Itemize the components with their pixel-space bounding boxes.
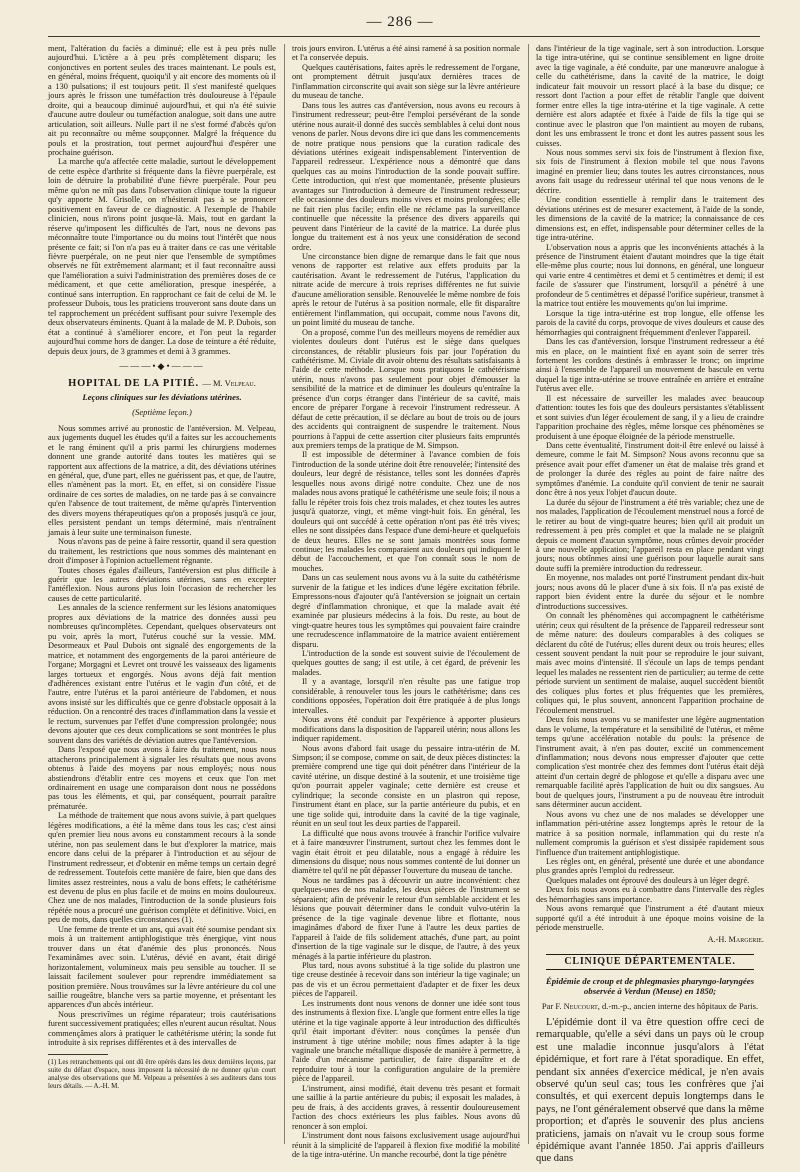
paragraph: On connaît les phénomènes qui accompagnent le cathétérisme utérin; ceux qui résultent de la présence de l'appareil redresseur sont de même nature: des douleurs comparables à des coliques se déclarent du côté de l'utérus; elles durent deux ou trois heures; elles cessent souvent pendant la nuit pour se reproduire le jour suivant, mais avec moins d'intensité. Il s'écoule un laps de temps pendant lequel les malades ne ressentent rien de particulier; au terme de cette période survient un sentiment de malaise, auquel succèdent bientôt des coliques plus fortes et plus fréquentes que les premières, coliques qui, le plus souvent, annoncent l'apparition prochaine de l'écoulement menstruel. bbox=[536, 611, 764, 715]
paragraph: Nous prescrivîmes un régime réparateur; trois cautérisations furent successivement pratiquées; elles n'eurent aucun résultat. Nous commençâmes alors à pratiquer le cathétérisme utérin; la sonde fut introduite à six reprises différentes et à des intervalles de bbox=[48, 1009, 276, 1048]
header-rule bbox=[48, 36, 760, 37]
paragraph: Les instruments dont nous venons de donner une idée sont tous des instruments à flexion fixe. L'angle que forment entre elles la tige utérine et la tige vaginale apporte à leur introduction des difficultés qu'il était important d'éviter: nous conçûmes la pensée d'un instrument à tige utérine mobile; nous fîmes adapter à la tige vaginale une branche métallique disposée de manière à permettre, à l'aide d'un mécanisme particulier, de faire disparaître et de reproduire tour à tour la configuration angulaire de la première pièce de l'appareil. bbox=[292, 998, 520, 1084]
paragraph: Deux fois nous avons vu se manifester une légère augmentation dans le volume, la température et la sensibilité de l'utérus, et même temps qu'une accélération notable du pouls: la présence de l'instrument avait, à n'en pas douter, excité un commencement d'inflammation; nous devons nous empresser d'ajouter que cette complication s'est montrée chez des femmes dont l'utérus était déjà atteint d'un certain degré de phlogose et qu'elle a disparu avec une remarquable facilité après l'application de huit ou dix sangsues. Au bout de quelques jours, l'instrument a pu de nouveau être introduit sans déterminer aucun accident. bbox=[536, 715, 764, 810]
paragraph: Deux fois nous avons eu à combattre dans l'intervalle des règles des hémorrhagies sans importance. bbox=[536, 885, 764, 904]
paragraph: En moyenne, nos malades ont porté l'instrument pendant dix-huit jours; nous avons dû le placer d'une à six fois. Il n'a pas existé de rapport bien évident entre la durée du séjour et le nombre d'introductions successives. bbox=[536, 573, 764, 611]
paragraph: Dans tous les autres cas d'antéversion, nous avons eu recours à l'instrument redresseur; peut-être l'emploi persévérant de la sonde utérine nous aurait-il donné des succès semblables à celui dont nous venons de parler. Nous devons dire ici que dans les commencements de notre pratique nous pensions que la curation radicale des déviations utérines exigeait indispensablement l'intervention de l'appareil redresseur. L'expérience nous a démontré que dans quelques cas au moins l'introduction de la sonde pouvait suffire. Cette introduction, qui n'est que momentanée, présente plusieurs avantages sur l'introduction à demeure de l'instrument redresseur; elle occasionne des douleurs moins vives et moins prolongées; elle ne fait rien plus facile; enfin elle ne réclame pas la surveillance continuelle que nécessite la présence des divers appareils qui peuvent dans l'intérieur de la cavité de la matrice. La durée plus longue du traitement est à nos yeux une considération de second ordre. bbox=[292, 100, 520, 252]
page-number: — 286 — bbox=[366, 14, 434, 30]
paragraph: Nous sommes arrivé au pronostic de l'antéversion. M. Velpeau, aux jugements duquel les études qu'il a faites sur les accouchements et le rang éminent qu'il a pris parmi les chirurgiens modernes donnent une grande autorité dans toutes les matières qui se rapportent aux affections de la matrice, a dit, des déviations utérines en général, que, d'une part, elles ne guérissent pas, et que, de l'autre, elles n'amènent pas la mort. Et, en effet, si on considère l'issue ordinaire de ces sortes de maladies, on ne tarde pas à se convaincre qu'en l'absence de tout traitement, de même qu'après l'intervention des divers moyens thérapeutiques qu'on a proposés jusqu'à ce jour, elles persistent pendant un temps déterminé, mais n'entraînent jamais à leur suite une terminaison funeste. bbox=[48, 423, 276, 537]
paragraph: Plus tard, nous avons substitué à la tige solide du plastron une tige creuse destinée à recevoir dans son intérieur la tige vaginale; un pas de vis et un écrou permettaient d'adapter et de fixer les deux pièces de l'appareil. bbox=[292, 960, 520, 999]
footnote-rule bbox=[48, 1054, 108, 1055]
paragraph: On a proposé, comme l'un des meilleurs moyens de remédier aux violentes douleurs dont l'utérus est le siège dans quelques circonstances, de rétablir plusieurs fois par jour l'opération du cathétérisme. M. Civiale dit avoir obtenu des résultats satisfaisants à l'aide de cette méthode. Lorsque nous pratiquons le cathétérisme utérin, nous n'avons pas seulement pour objet d'émousser la sensibilité de la matrice et de diminuer les douleurs qu'entraîne la présence d'un corps étranger dans l'intérieur de sa cavité, mais encore de préparer l'organe à recevoir l'instrument redresseur. A défaut de cette précaution, il se déclare au bout de trois ou de jours des accidents qui contraignent de suspendre le traitement. Nous pourrions à l'appui de cette assertion citer plusieurs faits empruntés aux premiers temps de la pratique de M. Simpson. bbox=[292, 327, 520, 451]
paragraph: Une femme de trente et un ans, qui avait été soumise pendant six mois à un traitement antiphlogistique très énergique, vint nous trouver dans un état d'anémie des plus prononcés. Nous l'examinâmes avec soin. L'utérus, dévié en avant, était dirigé horizontalement, volumineux mais peu sensible au toucher. Il se laissait facilement soulever pour reprendre immédiatement sa position première. Nous trouvâmes sur la lèvre antérieure du col une saillie rougeâtre, blanche vers sa partie moyenne, et présentant les apparences d'un abcès intérieur. bbox=[48, 924, 276, 1010]
paragraph: Nous nous sommes servi six fois de l'instrument à flexion fixe, six fois de l'instrument à flexion mobile tel que nous l'avons imaginé en premier lieu; dans toutes les autres circonstances, nous avons fait usage du redresseur utérinal tel que nous venons de le décrire. bbox=[536, 147, 764, 195]
paragraph: La difficulté que nous avons trouvée à franchir l'orifice vulvaire et à faire manœuvrer l'instrument, surtout chez les femmes dont le vagin était étroit et peu dilatable, nous a engagé à réduire les dimensions du disque; nous nous sommes contenté de lui donner un diamètre tel qu'il ne pût dépasser l'ouverture du museau de tanche. bbox=[292, 828, 520, 876]
paragraph: Une condition essentielle à remplir dans le traitement des déviations utérines est de mesurer exactement, à l'aide de la sonde, les dimensions de la cavité de la matrice; la connaissance de ces dimensions est, en effet, indispensable pour déterminer celles de la tige intra-utérine. bbox=[536, 195, 764, 243]
column-divider bbox=[528, 44, 529, 1144]
section-title-text: HOPITAL DE LA PITIÉ. bbox=[68, 378, 199, 390]
paragraph: L'introduction de la sonde est souvent suivie de l'écoulement de quelques gouttes de sang; il est utile, à cet égard, de prévenir les malades. bbox=[292, 649, 520, 677]
paragraph: ment, l'altération du faciès a diminué; elle est à peu près nulle aujourd'hui. L'ictère a à peu près complètement disparu; les conjonctives en portent seules des traces maintenant. Le pouls est, en général, moins fréquent, quoiqu'il y ait encore des moments où il a 130 pulsations; il est toujours petit. Il s'est manifesté quelques jours après le frisson une tuméfaction très douloureuse à l'épaule droite, qui a beaucoup diminué aujourd'hui, et qui n'a été suivie d'aucune autre douleur ou tuméfaction analogue, soit dans une autre articulation, soit ailleurs. Nulle part il ne s'est formé d'abcès qu'on ait pu reconnaître ou même soupçonner. Malgré la fréquence du pouls et la prostration, tout permet aujourd'hui d'espérer une prochaine guérison. bbox=[48, 44, 276, 157]
paragraph: Les annales de la science renferment sur les lésions anatomiques propres aux déviations de la matrice des données aussi peu nombreuses qu'incomplètes. Cependant, quelques observateurs ont pu voir, après la mort, l'utérus couché sur la vessie. MM. Desormeaux et Paul Dubois ont signalé des engorgements de la matrice, et notamment des engorgements de la paroi antérieure de l'organe; Morgagni et Levret ont trouvé les vaisseaux des ligaments larges tortueux et engorgés. Nous avons déjà fait mention d'adhérences existant entre l'utérus et le vagin d'un côté, et de l'autre, entre l'utérus et la paroi antérieure de l'abdomen, et nous avons insisté sur les difficultés que ce genre d'obstacle opposait à la réduction. On a rencontré des traces d'inflammation dans la vessie et le rectum, survenues par l'effet d'une compression prolongée; nous devons ajouter que ces deux complications se sont montrées le plus souvent dans des variétés de déviation autres que l'antéversion. bbox=[48, 603, 276, 745]
paragraph: Il y a avantage, lorsqu'il n'en résulte pas une fatigue trop considérable, à renouveler tous les jours le cathétérisme; dans ces conditions opposées, l'opération doit être pratiquée à de plus longs intervalles. bbox=[292, 677, 520, 715]
section-title: CLINIQUE DÉPARTEMENTALE. bbox=[546, 954, 754, 969]
paragraph: Nous avons remarqué que l'instrument a été d'autant mieux supporté qu'il a été introduit à une époque moins voisine de la période menstruelle. bbox=[536, 904, 764, 933]
paragraph: L'instrument, ainsi modifié, était devenu très pesant et formait une saillie à la partie antérieure du pubis; il exposait les malades, à peu de frais, à des accidents graves, à ressentir douloureusement l'action des chocs extérieurs les plus faibles. Nous avons dû renoncer à son emploi. bbox=[292, 1083, 520, 1131]
ornament-divider: ———•◆•——— bbox=[119, 360, 205, 371]
paragraph: La marche qu'a affectée cette maladie, surtout le développement de cette espèce d'arthrite si fréquente dans la fièvre puerpérale, est loin de détruire la probabilité d'une fièvre puerpérale. Pour peu même qu'on ne mît pas dans l'observation clinique toute la rigueur qu'y apporte M. Grisolle, on n'hésiterait pas à se prononcer positivement en faveur de ce diagnostic. A l'exemple de l'habile clinicien, nous n'irons point jusque-là. Mais, tout en gardant la réserve qu'imposent les difficultés de l'art, nous ne devons pas méconnaître toute l'importance ou du moins tout l'intérêt que nous présente ce fait; si l'on n'a pas eu à traiter dans ce cas une véritable fièvre puerpérale, on ne peut nier que l'ensemble de symptômes observés ne fût extrêmement alarmant; et il faut reconnaître aussi que l'amélioration a suivi l'administration des premières doses de ce médicament, et que cette amélioration, presque inespérée, a continué sans interruption. En rapprochant ce fait de celui de M. le professeur Dubois, tous les praticiens trouveront sans doute dans un tel rapprochement un précédent suffisant pour suivre l'exemple des deux observateurs éminents. Quant à la malade de M. P. Dubois, son état a continué à s'améliorer encore, et l'on peut la regarder aujourd'hui comme hors de danger. La dose de teinture a été réduite, depuis deux jours, de 3 grammes et demi à 3 grammes. bbox=[48, 157, 276, 356]
paragraph: Les règles ont, en général, présenté une durée et une abondance plus grandes après l'emploi du redresseur. bbox=[536, 856, 764, 876]
paragraph: La méthode de traitement que nous avons suivie, à part quelques légères modifications, a été la même dans tous les cas; c'est ainsi qu'en premier lieu nous avons eu constamment recours à la sonde utérine, non pas seulement dans le but d'explorer la matrice, mais encore dans celui de la préparer à l'introduction et au séjour de l'instrument redresseur, et d'obtenir en même temps un certain degré de redressement. Toutefois cette manière de faire, bien que dans des limites assez restreintes, nous a valu de bons effets; le cathétérisme est devenu de plus en plus facile et de moins en moins douloureux. Chez une de nos malades, l'introduction de la sonde plusieurs fois répétée nous a procuré une guérison complète et définitive. Voici, en peu de mots, dans quelles circonstances (1). bbox=[48, 811, 276, 925]
paragraph: L'instrument dont nous faisons exclusivement usage aujourd'hui réunit à la simplicité de l'appareil à flexion fixe modifié la mobilité de la tige intra-utérine. Un manche recourbé, dont la tige pénètre bbox=[292, 1131, 520, 1160]
section-author: — M. Velpeau. bbox=[202, 378, 256, 389]
paragraph: Dans l'exposé que nous avons à faire du traitement, nous nous attacherons principalement à signaler les résultats que nous avons obtenus à l'aide des moyens par nous employés; nous nous abstiendrons d'établir entre ces moyens et ceux que l'on met ordinairement en usage une comparaison dont nous ne possédons pas tous les éléments, et qui, par conséquent, pourrait paraître prématurée. bbox=[48, 745, 276, 811]
column-1 bbox=[48, 44, 276, 1144]
column-2 bbox=[292, 44, 520, 1160]
column-divider bbox=[284, 44, 285, 1144]
article-signature: A.-H. Margerie. bbox=[707, 934, 764, 944]
paragraph: Nous ne tardâmes pas à découvrir un autre inconvénient: chez quelques-unes de nos malades, les deux pièces de l'instrument se séparaient; afin de prévenir le retour d'un semblable accident et les lésions que pouvait déterminer dans le conduit vulvo-utérin la présence de la tige vaginale devenue libre et flottante, nous imaginâmes d'abord de fixer l'une à l'autre les deux parties de l'appareil à l'aide de fils solidement attachés, d'une part, au point d'insertion de la tige vaginale sur le disque, de l'autre, à des yeux ménagés à la partie inférieure du plastron. bbox=[292, 875, 520, 961]
paragraph: Il est nécessaire de surveiller les malades avec beaucoup d'attention: toutes les fois que des douleurs persistantes s'établissent et sont suivies d'un léger écoulement de sang, il y a lieu de craindre l'apparition prochaine des règles, même lorsque ces phénomènes se produisent à une époque éloignée de la période menstruelle. bbox=[536, 393, 764, 441]
paragraph: dans l'intérieur de la tige vaginale, sert à son introduction. Lorsque la tige intra-utérine, qui se continue sensiblement en ligne droite avec la tige vaginale, a été conduite, par une manœuvre analogue à celle du cathétérisme, dans la cavité de la matrice, le doigt indicateur fait mouvoir un ressort placé à la base du disque; ce ressort dont l'action a pour effet de rétablir l'angle que doivent former entre elles la tige intra-utérine et la tige vaginale. A cette dernière est alors adaptée et fixée à l'aide de fils la tige qui se continue avec le plastron que l'on maintient au moyen de rubans, dont les uns embrassent le tronc et dont les autres passent sous les cuisses. bbox=[536, 44, 764, 148]
paragraph: Quelques cautérisations, faites après le redressement de l'organe, ont promptement détruit jusqu'aux dernières traces de l'inflammation circonscrite qui avait son siège sur la lèvre antérieure du museau de tanche. bbox=[292, 62, 520, 101]
byline-name: Neucourt bbox=[563, 1000, 598, 1011]
article-subtitle: Leçons cliniques sur les déviations utérines. bbox=[82, 391, 242, 402]
lesson-label: (Septième leçon.) bbox=[132, 407, 192, 418]
paragraph: Nous avons vu chez une de nos malades se développer une inflammation péri-utérine assez longtemps après le retour de la matrice à sa position normale, inflammation qui du reste n'a nullement compromis la guérison et s'est dissipée rapidement sous l'influence d'un traitement antiphlogistique. bbox=[536, 809, 764, 857]
byline bbox=[536, 1002, 764, 1011]
paragraph: Nous avons d'abord fait usage du pessaire intra-utérin de M. Simpson; il se compose, comme on sait, de deux pièces distinctes: la première comprend une tige qui doit pénétrer dans l'intérieur de la cavité utérine, un disque destiné à la soutenir, et une troisième tige qu'on pourrait appeler vaginale; cette dernière est creuse et cylindrique; la seconde consiste en un plastron qui repose, l'instrument étant en place, sur la partie antérieure du pubis, et en une tige solide qui, introduite dans la cavité de la tige vaginale, réunit en un seul tout les deux parties de l'appareil. bbox=[292, 743, 520, 829]
paragraph: Nous n'avons pas de peine à faire ressortir, quand il sera question du traitement, les restrictions que nous sommes dès maintenant en droit d'imposer à l'opinion actuellement régnante. bbox=[48, 537, 276, 566]
paragraph: L'épidémie dont il va être question offre ceci de remarquable, qu'elle a sévi dans un pays où le croup est une maladie inconnue jusqu'alors à l'état épidémique, et fort rare à l'état sporadique. En effet, pendant six années d'exercice médical, je n'en avais observé qu'un seul cas; tous les confrères que j'ai consultés, et qui exercent depuis longtemps dans le pays, ne l'ont généralement observé que dans la même proportion; et d'après le souvenir des plus anciens praticiens, jamais on n'avait vu le croup sous forme épidémique avant l'année 1850. J'ai appris d'ailleurs que dans bbox=[536, 1016, 764, 1165]
paragraph: Toutes choses égales d'ailleurs, l'antéversion est plus difficile à guérir que les autres déviations utérines, sans en excepter l'antéflexion. Nous aurons plus loin l'occasion de rechercher les causes de cette particularité. bbox=[48, 565, 276, 603]
section-title bbox=[48, 379, 276, 388]
paragraph: La durée du séjour de l'instrument a été très variable; chez une de nos malades, l'application de l'écoulement menstruel nous a forcé de le retirer au bout de vingt-quatre heures; bien qu'il ait produit un redressement à peu près complet et que la malade ne se plaignît depuis ce moment d'aucun symptôme, nous crûmes devoir procéder à une nouvelle application; l'appareil resta en place pendant vingt jours; nous obtînmes ainsi une guérison pour laquelle aurait sans doute suffi la première introduction du redresseur. bbox=[536, 497, 764, 573]
footnote: (1) Les retranchements qui ont dû être opérés dans les deux dernières leçons, par suite du défaut d'espace, nous imposent la nécessité de ne donner qu'un court analyse des observations que M. Velpeau a présentées à ses auditeurs dans tous leurs détails. — A.-H. M. bbox=[48, 1057, 276, 1090]
article-title: Épidémie de croup et de phlegmasies pharyngo-laryngées observée à Verdun (Meuse) en 1850; bbox=[545, 975, 755, 996]
byline-prefix: Par F. bbox=[541, 1000, 562, 1011]
paragraph: Quelques malades ont éprouvé des douleurs à un léger degré. bbox=[546, 875, 750, 885]
paragraph: L'observation nous a appris que les inconvénients attachés à la présence de l'instrument étaient d'autant moindres que la tige était elle-même plus courte; nous lui donnons, en général, une longueur qui varie entre 4 centimètres et demi et 5 centimètres et demi; il est facile de s'assurer que l'instrument, lorsqu'il a pénétré à une profondeur de 5 centimètres et dépassé l'orifice supérieur, transmet à la matrice tout entière les mouvements qu'on lui imprime. bbox=[536, 242, 764, 309]
column-3 bbox=[536, 44, 764, 1165]
paragraph: Dans les cas d'antéversion, lorsque l'instrument redresseur a été mis en place, on le maintient fixé en ayant soin de serrer très fortement les cordons destinés à embrasser le tronc; on imprime ainsi à l'ensemble de l'appareil un mouvement de bascule en vertu duquel la tige intra-utérine se trouve entraînée en arrière et entraîne l'utérus avec elle. bbox=[536, 337, 764, 394]
paragraph: Dans un cas seulement nous avons vu à la suite du cathétérisme survenir de la fatigue et les indices d'une légère excitation fébrile. Empressons-nous d'ajouter qu'à l'antéversion se joignait un certain degré d'inflammation chronique, et que la malade avait été examinée par plusieurs médecins à la fois. Du reste, au bout de vingt-quatre heures tous les symptômes qui pouvaient faire craindre une recrudescence inflammatoire de la matrice avaient entièrement disparu. bbox=[292, 573, 520, 649]
byline-suffix: , d.-m.-p., ancien interne des hôpitaux de Paris. bbox=[597, 1000, 759, 1011]
paragraph: trois jours environ. L'utérus a été ainsi ramené à sa position normale et l'a conservée depuis. bbox=[292, 44, 520, 63]
paragraph: Dans cette éventualité, l'instrument doit-il être enlevé ou laissé à demeure, comme le fait M. Simpson? Nous avons reconnu que sa présence avait pour effet d'amener un état de malaise très grand et de prolonger la durée des règles au point de faire naître des symptômes d'anémie. La conduite qu'il convient de tenir ne saurait donc être à nos yeux l'objet d'aucun doute. bbox=[536, 441, 764, 498]
paragraph: Lorsque la tige intra-utérine est trop longue, elle offense les parois de la cavité du corps, provoque de vives douleurs et cause des hémorrhagies qui contraignent fréquemment d'enlever l'appareil. bbox=[536, 308, 764, 337]
paragraph: Une circonstance bien digne de remarque dans le fait que nous venons de rapporter est relative aux effets produits par la cautérisation. Avant le redressement de l'utérus, l'application du nitrate acide de mercure à trois reprises différentes ne fut suivie d'aucune amélioration sensible. Renouvelée le même nombre de fois après le retour de l'utérus à sa position normale, elle fit disparaître entièrement l'inflammation, qui occupait, comme nous l'avons dit, un point limité du museau de tanche. bbox=[292, 251, 520, 328]
paragraph: Nous avons été conduit par l'expérience à apporter plusieurs modifications dans la disposition de l'appareil utérin; nous allons les indiquer rapidement. bbox=[292, 715, 520, 744]
paragraph: Il est impossible de déterminer à l'avance combien de fois l'introduction de la sonde utérine doit être renouvelée; l'intensité des douleurs, leur degré de résistance, telles sont les données d'après lesquelles nous avons dirigé notre conduite. Chez une de nos malades nous avons pratiqué le cathétérisme une seule fois; il nous a fallu le répéter trois fois chez trois malades, et chez toutes les autres jusqu'à quatorze, vingt, et même vingt-huit fois. En général, les douleurs qui ont succédé à cette opération n'ont pas été très vives; elles ne sont dissipées dans l'espace d'une demi-heure et quelquefois de deux heures. Elles ne se sont jamais montrées sous forme continue; les malades les comparaient aux douleurs qui indiquent le début de l'accouchement, et que l'on connaît sous le nom de mouches. bbox=[292, 450, 520, 573]
